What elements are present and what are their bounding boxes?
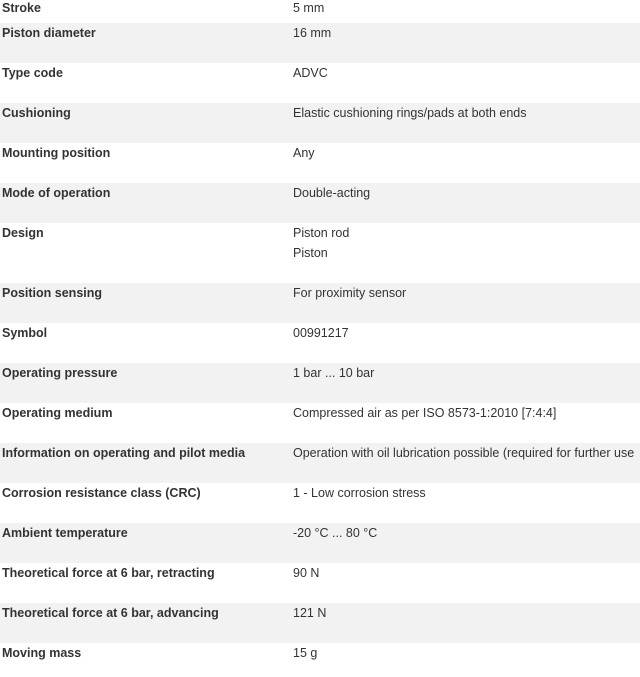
spec-value-line: Elastic cushioning rings/pads at both ends bbox=[293, 106, 527, 120]
spec-row bbox=[0, 0, 640, 23]
spec-value bbox=[293, 403, 640, 423]
spec-value-line: ADVC bbox=[293, 66, 328, 80]
spec-value-line: Any bbox=[293, 146, 315, 160]
spec-row bbox=[0, 403, 640, 443]
spec-value-line: 1 bar ... 10 bar bbox=[293, 366, 375, 380]
spec-value bbox=[293, 143, 640, 163]
spec-row bbox=[0, 563, 640, 603]
spec-value-line: 90 N bbox=[293, 566, 320, 580]
spec-label: Position sensing bbox=[2, 286, 103, 300]
spec-label: Design bbox=[2, 226, 44, 240]
spec-value-line: 00991217 bbox=[293, 326, 349, 340]
spec-value bbox=[293, 283, 640, 303]
spec-value bbox=[293, 23, 640, 43]
spec-row bbox=[0, 323, 640, 363]
spec-row bbox=[0, 63, 640, 103]
spec-row bbox=[0, 103, 640, 143]
spec-row bbox=[0, 143, 640, 183]
spec-value-line: Double-acting bbox=[293, 186, 371, 200]
spec-value-line: 121 N bbox=[293, 606, 327, 620]
spec-value-line: For proximity sensor bbox=[293, 286, 407, 300]
spec-label: Stroke bbox=[2, 1, 41, 15]
spec-value-line: Piston bbox=[293, 246, 328, 260]
spec-value bbox=[293, 643, 640, 663]
spec-label: Theoretical force at 6 bar, advancing bbox=[2, 606, 219, 620]
spec-row bbox=[0, 443, 640, 483]
spec-label: Type code bbox=[2, 66, 63, 80]
spec-row bbox=[0, 523, 640, 563]
spec-label: Cushioning bbox=[2, 106, 71, 120]
spec-row bbox=[0, 183, 640, 223]
spec-row bbox=[0, 363, 640, 403]
spec-value-line: Operation with oil lubrication possible (required for further use bbox=[293, 446, 635, 460]
spec-value-line: Compressed air as per ISO 8573-1:2010 [7:4:4] bbox=[293, 406, 557, 420]
spec-value bbox=[293, 183, 640, 203]
spec-value bbox=[293, 103, 640, 123]
spec-row bbox=[0, 603, 640, 643]
spec-row bbox=[0, 283, 640, 323]
spec-value bbox=[293, 563, 640, 583]
spec-value bbox=[293, 523, 640, 543]
spec-row bbox=[0, 223, 640, 283]
spec-row bbox=[0, 643, 640, 677]
spec-value-line: -20 °C ... 80 °C bbox=[293, 526, 378, 540]
spec-row bbox=[0, 23, 640, 63]
spec-label: Mode of operation bbox=[2, 186, 111, 200]
spec-row bbox=[0, 483, 640, 523]
spec-label: Theoretical force at 6 bar, retracting bbox=[2, 566, 215, 580]
spec-label: Corrosion resistance class (CRC) bbox=[2, 486, 201, 500]
spec-value-line: 1 - Low corrosion stress bbox=[293, 486, 426, 500]
spec-value bbox=[293, 363, 640, 383]
spec-value bbox=[293, 483, 640, 503]
spec-label: Operating pressure bbox=[2, 366, 118, 380]
spec-value-line: 16 mm bbox=[293, 26, 332, 40]
spec-label: Operating medium bbox=[2, 406, 113, 420]
spec-value bbox=[293, 223, 640, 263]
spec-value-line: 5 mm bbox=[293, 1, 325, 15]
spec-label: Piston diameter bbox=[2, 26, 96, 40]
spec-label: Moving mass bbox=[2, 646, 82, 660]
spec-label: Symbol bbox=[2, 326, 48, 340]
spec-value bbox=[293, 63, 640, 83]
spec-label: Information on operating and pilot media bbox=[2, 446, 246, 460]
spec-value bbox=[293, 323, 640, 343]
spec-value bbox=[293, 0, 640, 18]
spec-value-line: Piston rod bbox=[293, 226, 350, 240]
spec-label: Ambient temperature bbox=[2, 526, 128, 540]
spec-value-line: 15 g bbox=[293, 646, 318, 660]
spec-label: Mounting position bbox=[2, 146, 111, 160]
spec-value bbox=[293, 443, 640, 463]
spec-value bbox=[293, 603, 640, 623]
